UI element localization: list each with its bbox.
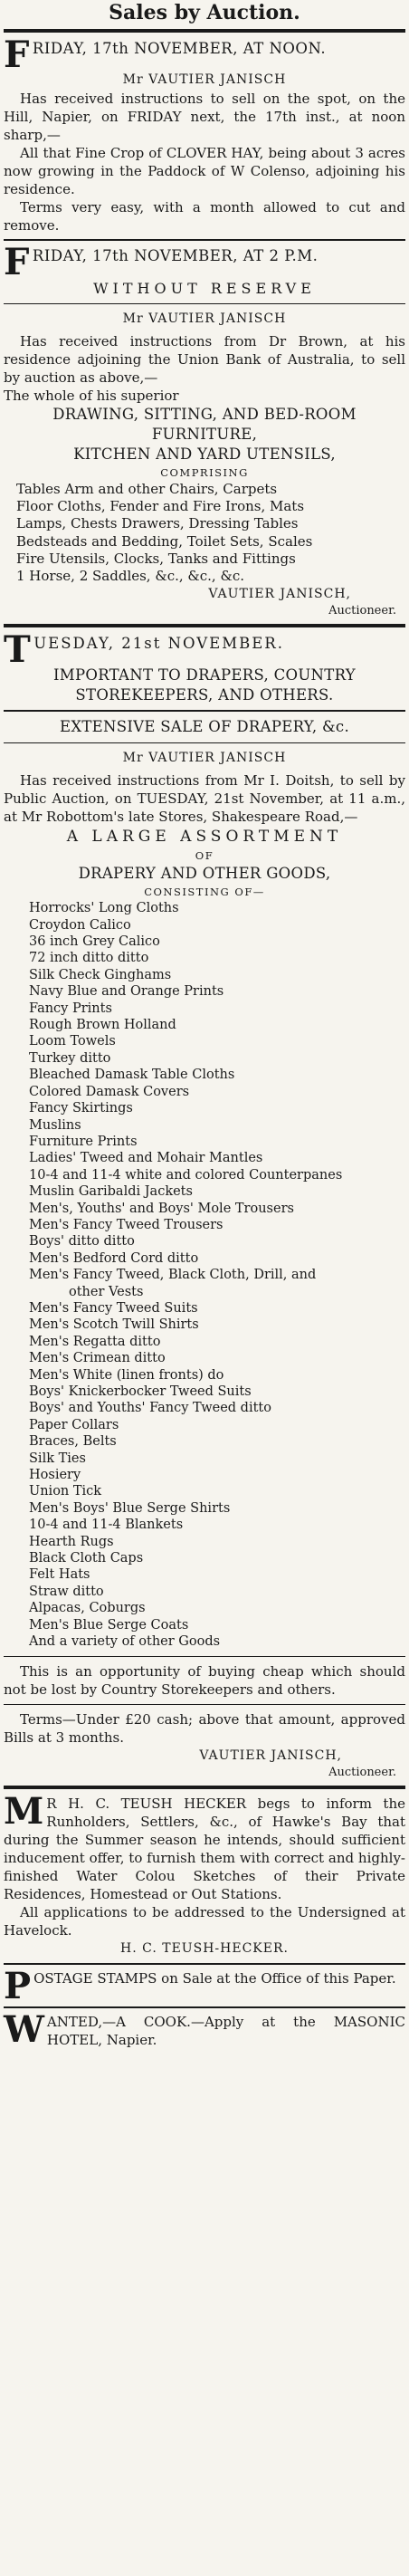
list-item: Men's Fancy Tweed Trousers [29, 1217, 224, 1232]
auctioneer-title: Auctioneer. [328, 604, 396, 618]
list-item: Fancy Prints [29, 1001, 112, 1016]
list-item: Men's Boys' Blue Serge Shirts [29, 1500, 231, 1516]
advert-body: OSTAGE STAMPS on Sale at the Office of this Paper. [33, 1969, 396, 1987]
advert-opportunity: This is an opportunity of buying cheap which should not be lost by Country Storekeepers and others. [4, 1662, 405, 1698]
advert-address: All applications to be addressed to the Undersigned at Havelock. [4, 1903, 405, 1939]
list-item: Men's Crimean ditto [29, 1351, 166, 1366]
advert-line: OF [195, 849, 214, 863]
advert-line: FURNITURE, [151, 426, 258, 443]
comprising-label: COMPRISING [160, 466, 249, 479]
drop-capital: F [4, 34, 30, 76]
auctioneer-signature: VAUTIER JANISCH, [208, 587, 351, 602]
advert-heading: RIDAY, 17th NOVEMBER, AT NOON. [32, 40, 327, 57]
advert-body: R H. C. TEUSH HECKER begs to inform the Runholders, Settlers, &c., of Hawke's Bay that during the Summer season he intends, should sufficient inducement offer, to furnish them with correct and highly-finished Water Colou Sketches of their Private Residences, Homestead or Out Stations. [4, 1795, 405, 1902]
list-item: Men's Blue Serge Coats [29, 1617, 189, 1633]
advert-wanted-cook [4, 2007, 405, 2051]
advert-drapery-sale [4, 628, 405, 1779]
advert-line: KITCHEN AND YARD UTENSILS, [73, 445, 336, 463]
list-item: Men's Regatta ditto [29, 1334, 161, 1349]
divider [4, 2006, 405, 2008]
list-item: Men's, Youths' and Boys' Mole Trousers [29, 1201, 294, 1216]
list-item: Croydon Calico [29, 917, 131, 933]
divider [4, 710, 405, 712]
drop-capital: T [4, 628, 32, 672]
advert-line: DRAWING, SITTING, AND BED-ROOM [52, 406, 357, 423]
list-item: Tables Arm and other Chairs, Carpets [16, 481, 278, 497]
divider [4, 29, 405, 33]
advert-line: STOREKEEPERS, AND OTHERS. [75, 686, 334, 704]
advert-furniture-sale [4, 241, 405, 618]
auctioneer-title: Auctioneer. [328, 1765, 396, 1779]
list-item: Silk Check Ginghams [29, 967, 172, 982]
divider [4, 1963, 405, 1965]
list-item: Lamps, Chests Drawers, Dressing Tables [16, 515, 299, 532]
list-item: Men's Bedford Cord ditto [29, 1250, 199, 1266]
divider [4, 239, 405, 241]
list-item: Muslins [29, 1117, 81, 1133]
auctioneer-name: Mr VAUTIER JANISCH [122, 72, 287, 87]
advert-postage-stamps [4, 1964, 405, 2007]
list-item: 36 inch Grey Calico [29, 934, 160, 950]
without-reserve: WITHOUT RESERVE [93, 280, 316, 297]
list-item: Horrocks' Long Cloths [29, 901, 179, 916]
list-item: Furniture Prints [29, 1134, 138, 1149]
list-item: Boys' Knickerbocker Tweed Suits [29, 1384, 252, 1399]
list-item: Muslin Garibaldi Jackets [29, 1184, 193, 1200]
advert-water-colour-sketches [4, 1789, 405, 1958]
advert-line: A LARGE ASSORTMENT [66, 828, 343, 847]
divider [4, 1704, 405, 1705]
auctioneer-signature: VAUTIER JANISCH, [199, 1748, 342, 1763]
divider [4, 1786, 405, 1789]
list-item: Colored Damask Covers [29, 1084, 190, 1099]
list-item: Ladies' Tweed and Mohair Mantles [29, 1151, 263, 1166]
list-item: 10-4 and 11-4 Blankets [29, 1518, 184, 1533]
consisting-label: CONSISTING OF— [144, 886, 265, 899]
advert-signature: H. C. TEUSH-HECKER. [120, 1940, 289, 1956]
list-item: Men's Fancy Tweed Suits [29, 1300, 198, 1316]
list-item: Fancy Skirtings [29, 1101, 133, 1116]
section-title: Sales by Auction. [109, 1, 300, 24]
list-item: Boys' and Youths' Fancy Tweed ditto [29, 1401, 271, 1416]
advert-line: DRAPERY AND OTHER GOODS, [78, 865, 331, 883]
list-item: Black Cloth Caps [29, 1551, 144, 1566]
advert-terms: Terms very easy, with a month allowed to cut and remove. [4, 199, 405, 234]
advert-heading: UESDAY, 21st NOVEMBER. [33, 635, 284, 653]
advert-line: The whole of his superior [4, 388, 179, 404]
list-item: Bleached Damask Table Cloths [29, 1068, 235, 1083]
advert-line: IMPORTANT TO DRAPERS, COUNTRY [52, 666, 356, 685]
advert-body: Has received instructions to sell on the spot, on the Hill, Napier, on FRIDAY next, the 17th inst., at noon sharp,— [4, 91, 405, 143]
list-item: Turkey ditto [29, 1050, 111, 1066]
drop-capital: M [4, 1789, 44, 1833]
advert-body: Has received instructions from Mr I. Doitsh, to sell by Public Auction, on TUESDAY, 21st November, at 11 a.m., at Mr Robottom's late Stores, Shakespeare Road,— [4, 772, 405, 826]
advert-terms: Terms—Under £20 cash; above that amount, approved Bills at 3 months. [4, 1710, 405, 1746]
list-item: 72 inch ditto ditto [29, 951, 149, 966]
list-item: Floor Cloths, Fender and Fire Irons, Mats [16, 498, 305, 515]
list-item: Loom Towels [29, 1034, 116, 1049]
divider [4, 742, 405, 743]
advert-body: Has received instructions from Dr Brown, at his residence adjoining the Union Bank of Australia, to sell by auction as above,— [4, 333, 405, 386]
list-item: Rough Brown Holland [29, 1018, 176, 1033]
list-item: other Vests [69, 1284, 144, 1299]
divider [4, 303, 405, 304]
advert-heading: RIDAY, 17th NOVEMBER, AT 2 P.M. [32, 247, 319, 264]
list-item: Bedsteads and Bedding, Toilet Sets, Scales [16, 532, 313, 550]
list-item: Boys' ditto ditto [29, 1234, 135, 1250]
divider [4, 1656, 405, 1657]
list-item: And a variety of other Goods [29, 1634, 221, 1650]
advert-subheading: EXTENSIVE SALE OF DRAPERY, &c. [59, 718, 350, 736]
advert-clover-hay [4, 34, 405, 235]
drop-capital: W [4, 2007, 44, 2051]
list-item: Men's Fancy Tweed, Black Cloth, Drill, and [29, 1268, 317, 1283]
drop-capital: P [4, 1964, 32, 2007]
list-item: 1 Horse, 2 Saddles, &c., &c., &c. [16, 568, 244, 585]
list-item: Navy Blue and Orange Prints [29, 984, 224, 1000]
list-item: Alpacas, Coburgs [29, 1601, 146, 1616]
advert-body: ANTED,—A COOK.—Apply at the MASONIC HOTEL, Napier. [46, 2013, 405, 2048]
list-item: Silk Ties [29, 1451, 86, 1466]
list-item: Hearth Rugs [29, 1534, 114, 1549]
list-item: Felt Hats [29, 1567, 90, 1583]
advert-lot: All that Fine Crop of CLOVER HAY, being about 3 acres now growing in the Paddock of W Colenso, adjoining his residence. [4, 145, 405, 197]
list-item: Straw ditto [29, 1584, 104, 1599]
divider [4, 624, 405, 627]
list-item: Men's Scotch Twill Shirts [29, 1317, 199, 1333]
list-item: 10-4 and 11-4 white and colored Counterpanes [29, 1167, 343, 1183]
list-item: Braces, Belts [29, 1434, 117, 1450]
list-item: Hosiery [29, 1468, 81, 1483]
auctioneer-name: Mr VAUTIER JANISCH [122, 751, 287, 766]
drop-capital: F [4, 241, 30, 283]
list-item: Men's White (linen fronts) do [29, 1367, 224, 1383]
list-item: Paper Collars [29, 1417, 119, 1432]
auctioneer-name: Mr VAUTIER JANISCH [122, 311, 287, 326]
list-item: Union Tick [29, 1484, 102, 1499]
list-item: Fire Utensils, Clocks, Tanks and Fittings [16, 550, 296, 567]
